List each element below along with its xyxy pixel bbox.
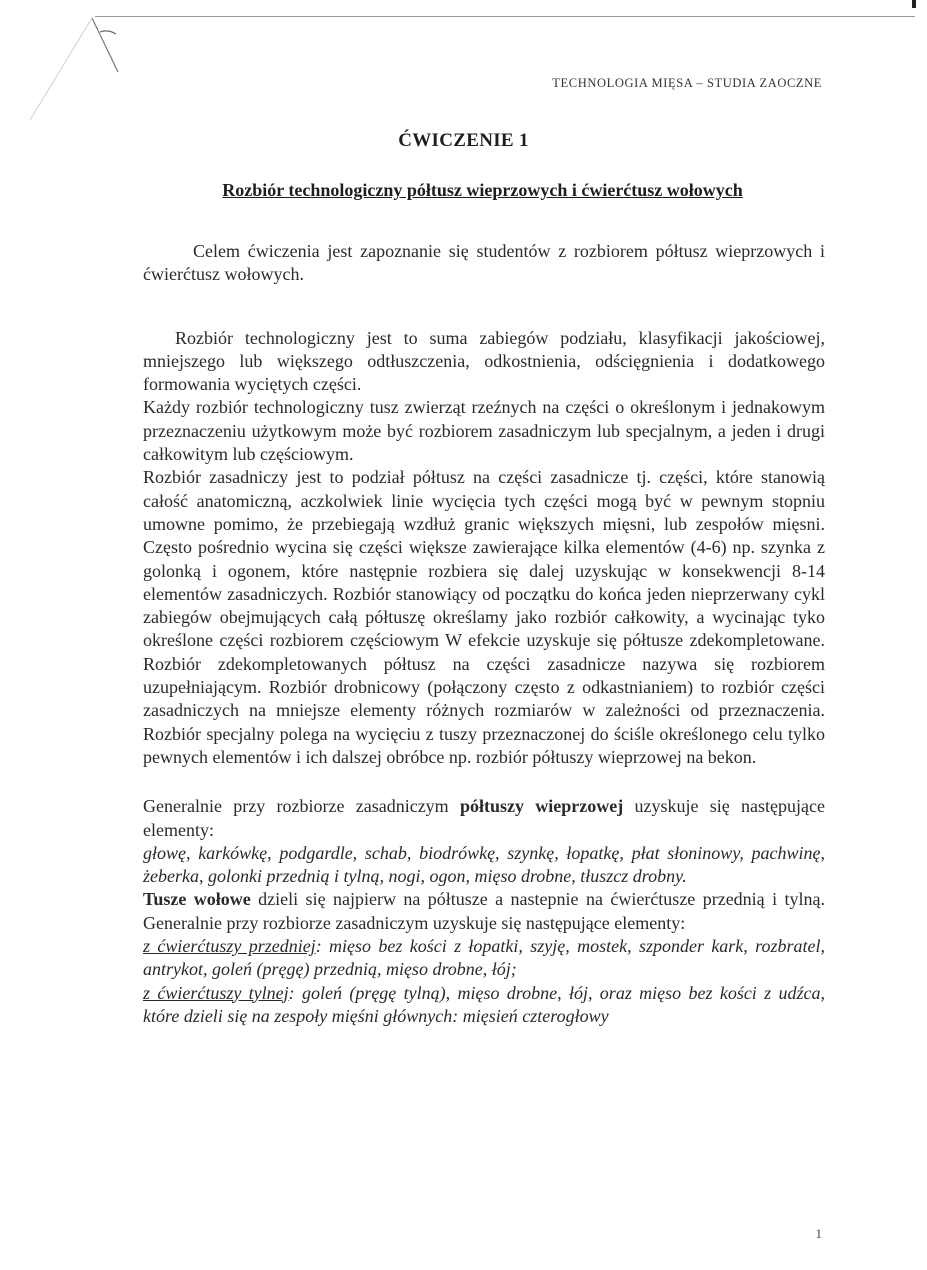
beef-front-items: : mięso bez kości z łopatki, szyję, mostek, szponder kark, rozbratel, antrykot, goleń (pręgę) przednią, mięso drobne, łój; — [143, 936, 825, 980]
pork-paragraph — [143, 795, 825, 842]
intro-paragraph: Celem ćwiczenia jest zapoznanie się studentów z rozbiorem półtusz wieprzowych i ćwierćtusz wołowych. — [143, 241, 825, 285]
exercise-subtitle: Rozbiór technologiczny półtusz wieprzowych i ćwierćtusz wołowych — [222, 180, 743, 200]
pork-lead: Generalnie przy rozbiorze zasadniczym — [143, 796, 460, 817]
beef-front-elements — [143, 935, 825, 982]
beef-lead-bold: Tusze wołowe — [143, 889, 251, 910]
beef-front-label: z ćwierćtuszy przedniej — [143, 936, 316, 957]
beef-paragraph — [143, 888, 825, 935]
exercise-title: ĆWICZENIE 1 — [398, 130, 529, 151]
scan-edge-mark — [912, 0, 916, 8]
types-paragraph: Każdy rozbiór technologiczny tusz zwierząt rzeźnych na części o określonym i jednakowym przeznaczeniu użytkowym może być rozbiorem zasadniczym lub specjalnym, a jeden i drugi całkowitym lub częściowym. — [143, 397, 825, 465]
page-number: 1 — [815, 1226, 822, 1241]
pork-lead-end: uzyskuje się następujące elementy: — [143, 796, 825, 840]
beef-lead-rest: dzieli się najpierw na półtusze a nastepnie na ćwierćtusze przednią i tylną. Generalnie przy rozbiorze zasadniczym uzyskuje się następujące elementy: — [143, 889, 825, 933]
scan-corner-artifact — [0, 0, 140, 130]
scan-edge-line — [95, 16, 915, 17]
course-header: TECHNOLOGIA MIĘSA – STUDIA ZAOCZNE — [552, 76, 822, 90]
pork-elements-list: głowę, karkówkę, podgardle, schab, biodrówkę, szynkę, łopatkę, płat słoninowy, pachwinę, żeberka, golonki przednią i tylną, nogi, ogon, mięso drobne, tłuszcz drobny. — [143, 842, 825, 887]
beef-rear-elements — [143, 982, 825, 1029]
beef-rear-label: z ćwierćtuszy tylnej — [143, 982, 289, 1003]
main-cutting-paragraph: Rozbiór zasadniczy jest to podział półtusz na części zasadnicze tj. części, które stanowią całość anatomiczną, aczkolwiek linie wycięcia tych części mogą być w pewnym stopniu umowne pomimo, że przebiegają wzdłuż granic większych mięsni, lub zespołów mięsni. Często pośrednio wycina się części większe zawierające kilka elementów (4-6) np. szynka z golonką i ogonem, które następnie rozbiera się dalej uzyskując w konsekwencji 8-14 elementów zasadniczych. Rozbiór stanowiący od początku do końca jeden nieprzerwany cykl zabiegów obejmujących całą półtuszę określamy jako rozbiór całkowity, a wycinając tyko określone części rozbiorem częściowym W efekcie uzyskuje się półtusze zdekompletowane. Rozbiór zdekompletowanych półtusz na części zasadnicze nazywa się rozbiorem uzupełniającym. Rozbiór drobnicowy (połączony często z odkastnianiem) to rozbiór części zasadniczych na mniejsze elementy różnych rozmiarów w zależności od przeznaczenia. Rozbiór specjalny polega na wycięciu z tuszy przeznaczonej do ściśle określonego celu tylko pewnych elementów i ich dalszej obróbce np. rozbiór półtuszy wieprzowej na bekon. — [143, 467, 825, 767]
beef-rear-items: : goleń (pręgę tylną), mięso drobne, łój, oraz mięso bez kości z udźca, które dzieli się na zespoły mięśni głównych: mięsień czterogłowy — [143, 982, 825, 1026]
document-body — [143, 240, 825, 1028]
pork-lead-bold: półtuszy wieprzowej — [459, 796, 624, 817]
definition-paragraph: Rozbiór technologiczny jest to suma zabiegów podziału, klasyfikacji jakościowej, mniejszego lub większego odtłuszczenia, odkostnienia, odścięgnienia i dodatkowego formowania wyciętych części. — [143, 327, 825, 395]
